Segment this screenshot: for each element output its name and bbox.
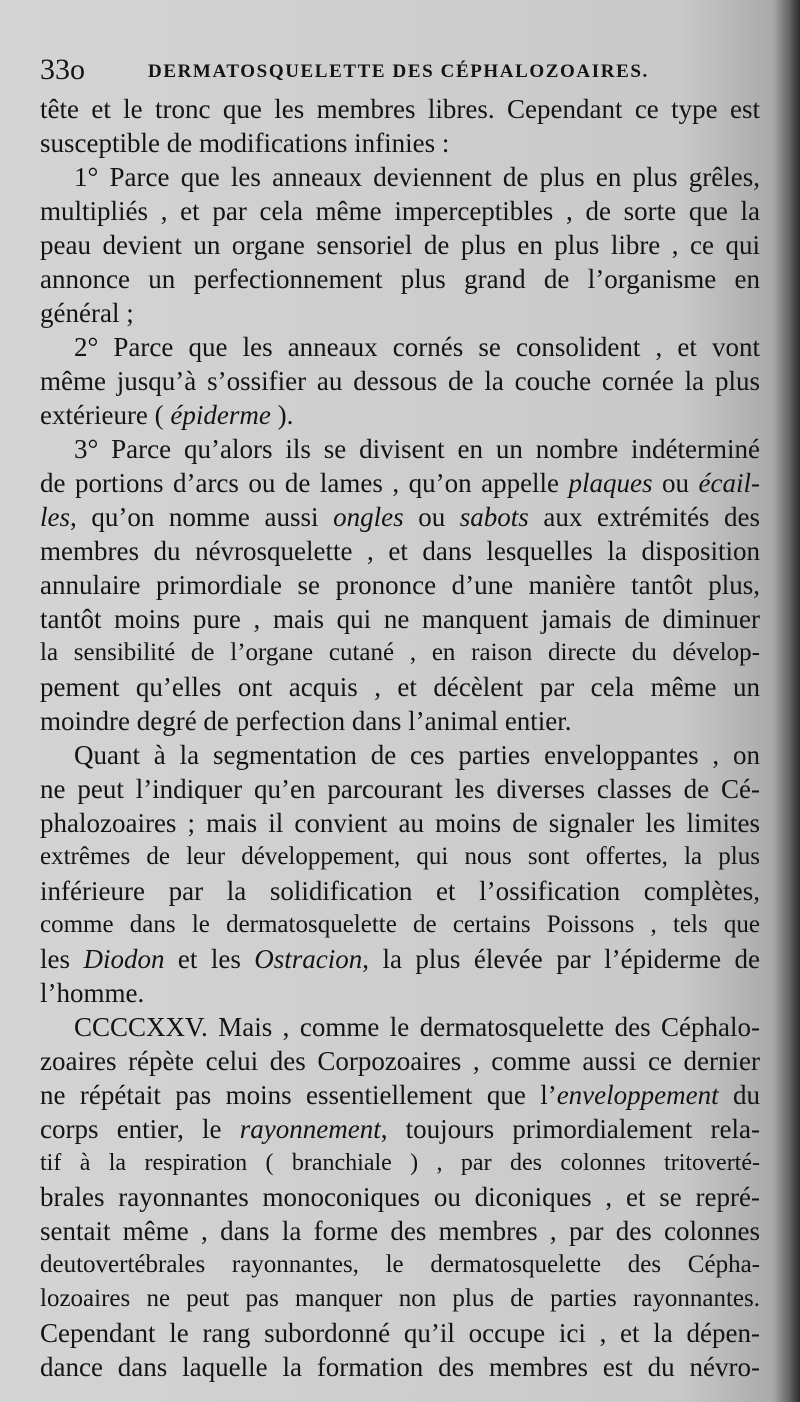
italic-term: ongles [333,502,404,532]
text-line: 1° Parce que les anneaux deviennent de plus en plus grêles, [74,162,760,192]
italic-term: Ostracion [254,944,363,974]
text-line: 3° Parce qu’alors ils se divisent en un nombre indéterminé [74,434,760,464]
text-line: général ; [40,298,134,328]
text-line: phalozoaires ; mais il convient au moins de signaler les limites [40,808,760,838]
text-line: Quant à la segmentation de ces parties enveloppantes , on [74,740,760,770]
page-header [40,52,760,92]
text-line: moindre degré de perfection dans l’animal entier. [40,706,572,736]
text-line: extrêmes de leur développement, qui nous sont offertes, la plus [40,843,760,870]
text-line: dance dans laquelle la formation des membres est du névro- [40,1352,760,1382]
text-line: l’homme. [40,978,145,1008]
text-line: annulaire primordiale se prononce d’une manière tantôt plus, [40,570,760,600]
text-line: corps entier, le rayonnement, toujours primordialement rela- [40,1114,760,1144]
italic-term: écail- [698,468,761,498]
text-line: susceptible de modifications infinies : [40,128,450,158]
italic-term: épiderme [170,400,271,430]
text-line: Cependant le rang subordonné qu’il occupe ici , et la dépen- [40,1318,760,1348]
text-line: 2° Parce que les anneaux cornés se consolident , et vont [74,332,760,362]
text-line: ne peut l’indiquer qu’en parcourant les diverses classes de Cé- [40,774,760,804]
text-line: lozoaires ne peut pas manquer non plus de parties rayonnantes. [40,1285,760,1312]
running-head: DERMATOSQUELETTE DES CÉPHALOZOAIRES. [148,61,649,82]
text-line: tif à la respiration ( branchiale ) , par des colonnes tritoverté- [40,1150,760,1176]
text-line: les Diodon et les Ostracion, la plus élevée par l’épiderme de [40,944,761,974]
text-line: pement qu’elles ont acquis , et décèlent par cela même un [40,672,760,702]
text-line: comme dans le dermatosquelette de certains Poissons , tels que [40,911,760,938]
text-line: annonce un perfectionnement plus grand de l’organisme en [40,264,760,294]
italic-term: plaques [568,468,653,498]
text-line: zoaires répète celui des Corpozoaires , comme aussi ce dernier [40,1046,760,1076]
italic-term: enveloppement [556,1080,719,1110]
page-number: 33o [40,53,85,86]
text-line: deutovertébrales rayonnantes, le dermatosquelette des Cépha- [40,1251,760,1278]
text-line: brales rayonnantes monoconiques ou diconiques , et se repré- [40,1182,760,1212]
text-line: tantôt moins pure , mais qui ne manquent jamais de diminuer [40,604,760,634]
italic-term: rayonnement [239,1114,381,1144]
book-spine-shadow [772,0,800,1402]
text-line: peau devient un organe sensoriel de plus en plus libre , ce qui [40,230,760,260]
text-line: tête et le tronc que les membres libres. Cependant ce type est [40,94,760,124]
italic-term: Diodon [83,944,165,974]
text-line: la sensibilité de l’organe cutané , en raison directe du dévelop- [40,639,760,666]
text-line: les, qu’on nomme aussi ongles ou sabots aux extrémités des [40,502,761,532]
text-line: inférieure par la solidification et l’ossification complètes, [40,876,760,906]
body-text [40,92,760,1384]
text-line: membres du névrosquelette , et dans lesquelles la disposition [40,536,760,566]
text-line: de portions d’arcs ou de lames , qu’on appelle plaques ou écail- [40,468,761,498]
italic-term: les [40,502,70,532]
text-line: ne répétait pas moins essentiellement que l’enveloppement du [40,1080,760,1110]
text-line: extérieure ( épiderme ). [40,400,294,430]
text-line: sentait même , dans la forme des membres , par des colonnes [40,1216,760,1246]
text-line: CCCCXXV. Mais , comme le dermatosquelette des Céphalo- [74,1012,760,1042]
text-line: même jusqu’à s’ossifier au dessous de la couche cornée la plus [40,366,760,396]
text-line: multipliés , et par cela même imperceptibles , de sorte que la [40,196,760,226]
italic-term: sabots [459,502,529,532]
